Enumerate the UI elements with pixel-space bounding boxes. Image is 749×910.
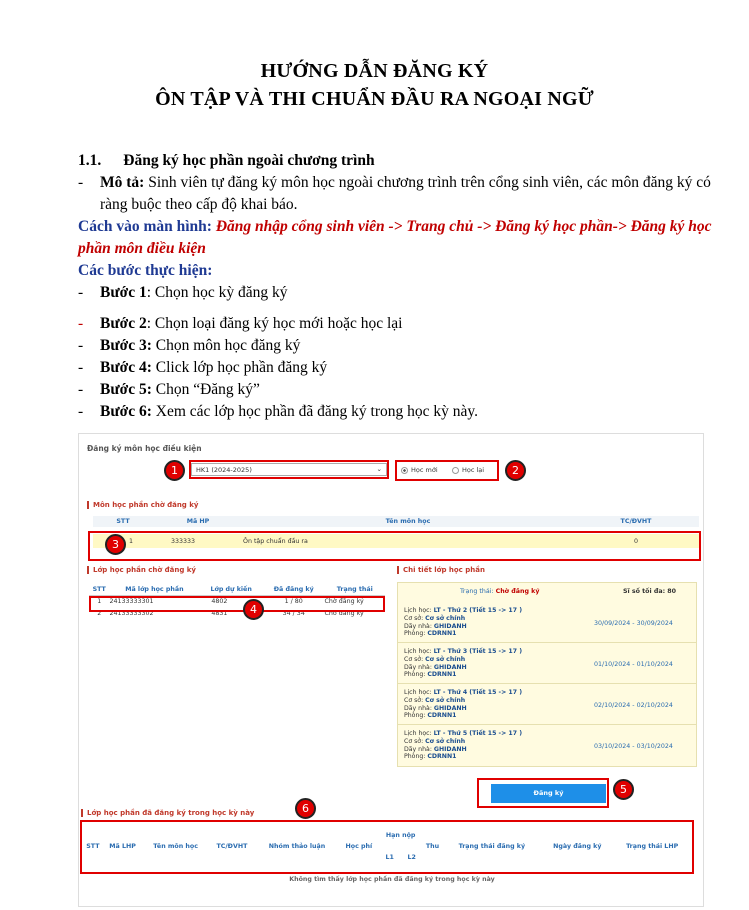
schedule-date: 01/10/2024 - 01/10/2024	[594, 661, 673, 668]
pending-subjects-title: Môn học phần chờ đăng ký	[87, 501, 198, 509]
nav-instruction	[78, 216, 718, 260]
screen-header: Đăng ký môn học điều kiện	[87, 444, 202, 453]
marker-box-3	[88, 531, 701, 561]
class-detail-title: Chi tiết lớp học phần	[397, 566, 485, 574]
description-text: Sinh viên tự đăng ký môn học ngoài chương trình trên cổng sinh viên, các môn đăng ký có ràng buộc theo cấp độ khai báo.	[100, 174, 711, 213]
step-4: - Bước 4: Click lớp học phần đăng ký	[78, 359, 328, 376]
class-row[interactable]: 1 24133333301 4802 1 / 80 Chờ đăng ký	[97, 598, 364, 606]
schedule-date: 03/10/2024 - 03/10/2024	[594, 743, 673, 750]
registration-screenshot	[78, 433, 704, 907]
schedule-block: Lịch học: LT - Thứ 5 (Tiết 15 -> 17 ) Cơ sở: Cơ sở chính Dãy nhà: GHIDANH Phòng: CDRNN1	[404, 730, 523, 761]
steps-label: Các bước thực hiện:	[78, 262, 213, 279]
schedule-block: Lịch học: LT - Thứ 2 (Tiết 15 -> 17 ) Cơ sở: Cơ sở chính Dãy nhà: GHIDANH Phòng: CDRNN1	[404, 607, 523, 638]
doc-title-line1: HƯỚNG DẪN ĐĂNG KÝ	[260, 60, 489, 82]
step-1: - Bước 1: Chọn học kỳ đăng ký	[78, 284, 288, 301]
class-row[interactable]: 2 24133333302 4831 34 / 34 Chờ đăng ký	[97, 610, 364, 617]
section-number: 1.1.	[78, 152, 102, 169]
marker-1: 1	[164, 460, 185, 481]
radio-retake[interactable]: Học lại	[452, 466, 484, 474]
detail-status: Trạng thái: Chờ đăng ký	[460, 588, 540, 595]
marker-4: 4	[243, 599, 264, 620]
marker-box-1	[189, 460, 389, 479]
step-3: - Bước 3: Chọn môn học đăng ký	[78, 337, 301, 354]
radio-new[interactable]: Học mới	[401, 466, 438, 474]
schedule-date: 02/10/2024 - 02/10/2024	[594, 702, 673, 709]
schedule-date: 30/09/2024 - 30/09/2024	[594, 620, 673, 627]
registered-title: Lớp học phần đã đăng ký trong học kỳ này	[81, 809, 254, 817]
description: - Mô tả: Sinh viên tự đăng ký môn học ngoài chương trình trên cổng sinh viên, các môn đăng ký có ràng buộc theo cấp độ khai báo.	[78, 174, 711, 213]
marker-box-4	[89, 596, 385, 612]
step-6: - Bước 6: Xem các lớp học phần đã đăng ký trong học kỳ này.	[78, 403, 479, 420]
class-list-title: Lớp học phần chờ đăng ký	[87, 566, 196, 574]
step-5: - Bước 5: Chọn “Đăng ký”	[78, 381, 260, 398]
marker-box-5	[477, 778, 609, 808]
section-heading	[78, 150, 718, 172]
register-button[interactable]: Đăng ký	[491, 784, 606, 803]
marker-6: 6	[295, 798, 316, 819]
chevron-down-icon: ⌄	[376, 465, 382, 473]
nav-path: Đăng nhập cổng sinh viên -> Trang chủ -> Đăng ký học phần-> Đăng ký học phần môn điều kiện	[78, 218, 712, 257]
marker-2: 2	[505, 460, 526, 481]
doc-title-line2: ÔN TẬP VÀ THI CHUẨN ĐẦU RA NGOẠI NGỮ	[155, 88, 594, 110]
marker-box-6	[80, 820, 694, 874]
doc-body	[78, 150, 718, 423]
marker-3: 3	[105, 534, 126, 555]
pending-subjects-table: STT Mã HP Tên môn học TC/ĐVHT 1 333333 Ôn tập chuẩn đầu ra 0	[93, 516, 699, 548]
empty-message: Không tìm thấy lớp học phần đã đăng ký trong học kỳ này	[289, 876, 495, 883]
nav-label: Cách vào màn hình:	[78, 218, 212, 235]
marker-box-2	[395, 460, 499, 481]
pending-row[interactable]: 1 333333 Ôn tập chuẩn đầu ra 0	[93, 534, 699, 548]
class-detail-panel	[397, 582, 697, 767]
description-label: Mô tả:	[100, 174, 145, 191]
detail-max: Sĩ số tối đa: 80	[623, 588, 677, 595]
step-2: - Bước 2: Chọn loại đăng ký học mới hoặc học lại	[78, 315, 403, 332]
section-title: Đăng ký học phần ngoài chương trình	[123, 152, 375, 169]
marker-5: 5	[613, 779, 634, 800]
semester-select[interactable]: HK1 (2024-2025) ⌄	[191, 463, 387, 476]
schedule-block: Lịch học: LT - Thứ 4 (Tiết 15 -> 17 ) Cơ sở: Cơ sở chính Dãy nhà: GHIDANH Phòng: CDRNN1	[404, 689, 523, 720]
registered-table: STT Mã LHP Tên môn học TC/ĐVHT Nhóm thảo luận Học phí Hạn nộp Thu Trạng thái đăng ký Ngày đăng ký Trạng thái LHP L1 L2	[86, 831, 679, 861]
schedule-block: Lịch học: LT - Thứ 3 (Tiết 15 -> 17 ) Cơ sở: Cơ sở chính Dãy nhà: GHIDANH Phòng: CDRNN1	[404, 648, 523, 679]
class-list-table: STT Mã lớp học phần Lớp dự kiến Đã đăng ký Trạng thái 1 24133333301 4802 1 / 80 Chờ đăng ký 2 24133333302 4831 34 / 34 Chờ đăng ký	[89, 584, 385, 619]
